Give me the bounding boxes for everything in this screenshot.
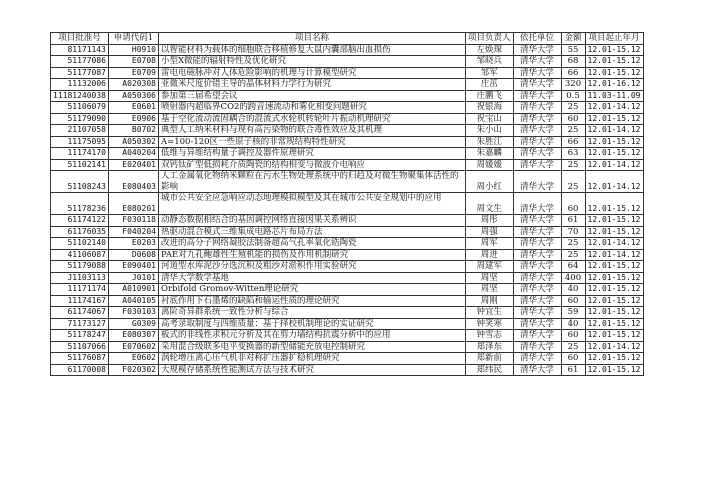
cell-project-leader: 钟雪志	[465, 330, 513, 342]
table-row	[51, 125, 644, 137]
cell-approval-number: 71173127	[51, 318, 109, 330]
cell-amount: 0.5	[561, 90, 585, 102]
table-row	[51, 79, 644, 91]
cell-project-name: 亚微米尺度价错主导的晶体材料力学行为研究	[158, 79, 465, 91]
cell-project-leader: 周强	[465, 226, 513, 238]
cell-institution: 清华大学	[513, 295, 561, 307]
cell-project-leader: 周彤	[465, 215, 513, 227]
cell-approval-number: 51177086	[51, 56, 109, 68]
cell-amount: 40	[561, 318, 585, 330]
cell-project-name: 热驱动混合模式三维集成电路芯片布局方法	[158, 226, 465, 238]
cell-project-leader: 钟宜生	[465, 307, 513, 319]
cell-period: 12.01-15.12	[585, 307, 643, 319]
cell-application-code: E020401	[108, 159, 158, 171]
table-row	[51, 272, 644, 284]
header-period: 项目起止年月	[585, 33, 643, 45]
table-row	[51, 44, 644, 56]
table-row	[51, 249, 644, 261]
cell-project-name: 小型X微能的辐射特性及优化研究	[158, 56, 465, 68]
cell-period: 12.01-15.12	[585, 364, 643, 376]
cell-period: 12.01-14.12	[585, 341, 643, 353]
cell-project-leader: 周建军	[465, 261, 513, 273]
cell-amount: 25	[561, 102, 585, 114]
cell-project-name: 河道型水库泥沙分选沉积及粗沙对淤积作用实验研究	[158, 261, 465, 273]
cell-institution: 清华大学	[513, 193, 561, 215]
cell-period: 12.01-15.12	[585, 215, 643, 227]
cell-application-code: E0601	[108, 102, 158, 114]
header-institution: 依托单位	[513, 33, 561, 45]
header-project-leader: 项目负责人	[465, 33, 513, 45]
cell-project-name: PAE对九孔鲍雄性生殖机能的损伤及作用机制研究	[158, 249, 465, 261]
table-row	[51, 67, 644, 79]
cell-project-name: 雷电电磁脉冲对人体危险影响的机理与计算模型研究	[158, 67, 465, 79]
cell-institution: 清华大学	[513, 341, 561, 353]
cell-period: 12.01-15.12	[585, 295, 643, 307]
cell-project-name: 典型人工纳米材料与现有高污染物的联合毒性效应及其机理	[158, 125, 465, 137]
cell-application-code: E090401	[108, 261, 158, 273]
table-row	[51, 295, 644, 307]
cell-project-name: 低维与异维结构量子调控及器件原理研究	[158, 148, 465, 160]
cell-application-code: J0101	[108, 272, 158, 284]
header-amount: 金额	[561, 33, 585, 45]
cell-period: 12.01-15.12	[585, 67, 643, 79]
cell-period: 12.01-14.12	[585, 249, 643, 261]
cell-project-name: 采用混合级联多电平变换器的新型储能充放电控制研究	[158, 341, 465, 353]
cell-project-leader: 钟笑寒	[465, 318, 513, 330]
cell-project-name: 清华大学数学基地	[158, 272, 465, 284]
cell-institution: 清华大学	[513, 284, 561, 296]
cell-period: 12.01-15.12	[585, 226, 643, 238]
cell-application-code: B0702	[108, 125, 158, 137]
cell-application-code: A020308	[108, 79, 158, 91]
cell-project-name: 衬底作用下石墨烯的缺陷和输运性质的理论研究	[158, 295, 465, 307]
cell-approval-number: 51102141	[51, 159, 109, 171]
cell-approval-number: 21107058	[51, 125, 109, 137]
cell-period: 12.01-14.12	[585, 171, 643, 193]
cell-amount: 55	[561, 44, 585, 56]
cell-amount: 70	[561, 226, 585, 238]
cell-amount: 60	[561, 330, 585, 342]
cell-project-leader: 郑纬民	[465, 364, 513, 376]
cell-amount: 59	[561, 307, 585, 319]
cell-approval-number: 51176087	[51, 353, 109, 365]
table-row	[51, 318, 644, 330]
cell-approval-number: 61174067	[51, 307, 109, 319]
cell-project-name: 喷射器内超临界CO2的跨音速流动和雾化相变问题研究	[158, 102, 465, 114]
cell-project-leader: 庄茁	[465, 79, 513, 91]
cell-application-code: F040204	[108, 226, 158, 238]
cell-institution: 清华大学	[513, 90, 561, 102]
cell-institution: 清华大学	[513, 148, 561, 160]
cell-application-code: D0608	[108, 249, 158, 261]
cell-amount: 320	[561, 79, 585, 91]
cell-project-leader: 周媛媛	[465, 159, 513, 171]
header-row	[51, 33, 644, 45]
cell-approval-number: 11132006	[51, 79, 109, 91]
cell-project-leader: 周坚	[465, 272, 513, 284]
cell-project-leader: 朱嘉麟	[465, 148, 513, 160]
cell-institution: 清华大学	[513, 171, 561, 193]
cell-amount: 60	[561, 113, 585, 125]
cell-project-leader: 朱小山	[465, 125, 513, 137]
cell-project-leader: 郑泽东	[465, 341, 513, 353]
cell-institution: 清华大学	[513, 261, 561, 273]
table-row	[51, 307, 644, 319]
cell-project-leader: 周军	[465, 238, 513, 250]
cell-period: 12.01-14.12	[585, 102, 643, 114]
cell-period: 12.01-15.12	[585, 284, 643, 296]
cell-institution: 清华大学	[513, 215, 561, 227]
cell-application-code: A050302	[108, 136, 158, 148]
cell-application-code: E0203	[108, 238, 158, 250]
cell-application-code: H0910	[108, 44, 158, 56]
cell-application-code: E0906	[108, 113, 158, 125]
cell-approval-number: 51106079	[51, 102, 109, 114]
cell-amount: 64	[561, 261, 585, 273]
cell-amount: 60	[561, 295, 585, 307]
table-row	[51, 148, 644, 160]
cell-approval-number: 61170008	[51, 364, 109, 376]
cell-application-code: E080201	[108, 193, 158, 215]
cell-amount: 400	[561, 272, 585, 284]
cell-institution: 清华大学	[513, 79, 561, 91]
cell-project-leader: 祝银海	[465, 102, 513, 114]
cell-project-name: 以智能材料为载体的细胞联合移植修复大鼠内囊部脑出血损伤	[158, 44, 465, 56]
cell-approval-number: 51102140	[51, 238, 109, 250]
cell-approval-number: 61176035	[51, 226, 109, 238]
cell-project-name: 大规模存储系统性能测试方法与技术研究	[158, 364, 465, 376]
cell-amount: 63	[561, 148, 585, 160]
cell-amount: 66	[561, 136, 585, 148]
cell-amount: 61	[561, 215, 585, 227]
cell-project-name: 双钙钛矿型低损耗介质陶瓷的结构相变与微波介电响应	[158, 159, 465, 171]
cell-approval-number: 51179088	[51, 261, 109, 273]
cell-approval-number: 41106087	[51, 249, 109, 261]
cell-project-name: 改进的高分子网络凝胶法制备超高气孔率氧化锆陶瓷	[158, 238, 465, 250]
table-row	[51, 353, 644, 365]
cell-project-name: 人工金属氧化物纳米颗粒在污水生物处理系统中的归趋及对微生物聚集体活性的影响	[158, 171, 465, 193]
cell-institution: 清华大学	[513, 226, 561, 238]
cell-project-leader: 祝宝山	[465, 113, 513, 125]
cell-project-name: 离阶奇异群系统一致性分析与综合	[158, 307, 465, 319]
cell-institution: 清华大学	[513, 353, 561, 365]
header-application-code: 申请代码1	[108, 33, 158, 45]
cell-institution: 清华大学	[513, 125, 561, 137]
cell-application-code: F030118	[108, 215, 158, 227]
table-row	[51, 193, 644, 215]
cell-application-code: A040105	[108, 295, 158, 307]
cell-period: 12.01-15.12	[585, 113, 643, 125]
cell-project-leader: 邹军	[465, 67, 513, 79]
cell-application-code: A050306	[108, 90, 158, 102]
cell-period: 12.01-14.12	[585, 159, 643, 171]
cell-institution: 清华大学	[513, 56, 561, 68]
cell-period: 12.01-15.12	[585, 136, 643, 148]
cell-project-leader: 周坚	[465, 284, 513, 296]
table-row	[51, 159, 644, 171]
cell-project-name: 板式的非线性求积元分析及其在剪力墙结构抗震分析中的应用	[158, 330, 465, 342]
cell-application-code: E0709	[108, 67, 158, 79]
cell-project-name: A=100-120区一些原子核的非常规结构特性研究	[158, 136, 465, 148]
cell-project-name: 基于空化流动流固耦合的混流式水轮机转轮叶片振动机理研究	[158, 113, 465, 125]
cell-period: 12.01-15.12	[585, 318, 643, 330]
cell-project-name: 动静态数据相结合的基因调控网络直接因果关系辨识	[158, 215, 465, 227]
cell-project-leader: 左焕琛	[465, 44, 513, 56]
cell-amount: 40	[561, 284, 585, 296]
cell-amount: 60	[561, 353, 585, 365]
cell-application-code: E0708	[108, 56, 158, 68]
table-row	[51, 226, 644, 238]
table-row	[51, 113, 644, 125]
cell-approval-number: 11171174	[51, 284, 109, 296]
cell-application-code: E080307	[108, 330, 158, 342]
cell-period: 12.01-14.12	[585, 125, 643, 137]
cell-approval-number: 51177087	[51, 67, 109, 79]
cell-application-code: G0309	[108, 318, 158, 330]
cell-period: 12.01-15.12	[585, 148, 643, 160]
cell-institution: 清华大学	[513, 318, 561, 330]
cell-approval-number: 51178236	[51, 193, 109, 215]
cell-institution: 清华大学	[513, 44, 561, 56]
cell-application-code: F030103	[108, 307, 158, 319]
cell-amount: 60	[561, 193, 585, 215]
cell-period: 12.01-15.12	[585, 330, 643, 342]
cell-institution: 清华大学	[513, 113, 561, 125]
table-row	[51, 261, 644, 273]
cell-institution: 清华大学	[513, 272, 561, 284]
cell-period: 12.01-15.12	[585, 353, 643, 365]
cell-project-leader: 周刚	[465, 295, 513, 307]
cell-approval-number: 51178247	[51, 330, 109, 342]
cell-project-leader: 郑新前	[465, 353, 513, 365]
cell-amount: 25	[561, 238, 585, 250]
table-row	[51, 56, 644, 68]
table-row	[51, 364, 644, 376]
cell-project-leader: 周小红	[465, 171, 513, 193]
cell-project-leader: 朱胜江	[465, 136, 513, 148]
cell-project-name: Orbifold Gromov-Witten理论研究	[158, 284, 465, 296]
cell-project-leader: 周文生	[465, 193, 513, 215]
cell-institution: 清华大学	[513, 330, 561, 342]
cell-approval-number: 61174122	[51, 215, 109, 227]
table-row	[51, 171, 644, 193]
header-project-name: 项目名称	[158, 33, 465, 45]
cell-approval-number: 11174170	[51, 148, 109, 160]
cell-approval-number: 51107066	[51, 341, 109, 353]
cell-approval-number: 11175095	[51, 136, 109, 148]
table-row	[51, 102, 644, 114]
cell-approval-number: J1103113	[51, 272, 109, 284]
table-row	[51, 215, 644, 227]
cell-approval-number: 11174167	[51, 295, 109, 307]
cell-amount: 61	[561, 364, 585, 376]
grant-table	[50, 32, 644, 376]
cell-institution: 清华大学	[513, 364, 561, 376]
cell-amount: 25	[561, 171, 585, 193]
cell-application-code: F020302	[108, 364, 158, 376]
cell-project-name: 高考录取制度与四维质量：基于择校机制理论的实证研究	[158, 318, 465, 330]
table-row	[51, 284, 644, 296]
cell-amount: 25	[561, 341, 585, 353]
cell-project-leader: 周进	[465, 249, 513, 261]
cell-application-code: A010901	[108, 284, 158, 296]
table-row	[51, 90, 644, 102]
cell-institution: 清华大学	[513, 159, 561, 171]
cell-period: 12.01-15.12	[585, 44, 643, 56]
cell-institution: 清华大学	[513, 136, 561, 148]
table-row	[51, 330, 644, 342]
cell-amount: 66	[561, 67, 585, 79]
cell-amount: 25	[561, 249, 585, 261]
cell-application-code: E0602	[108, 353, 158, 365]
table-row	[51, 341, 644, 353]
cell-approval-number: 11181240038	[51, 90, 109, 102]
cell-institution: 清华大学	[513, 102, 561, 114]
cell-institution: 清华大学	[513, 238, 561, 250]
cell-period: 12.01-15.12	[585, 193, 643, 215]
cell-project-name: 参加第三届希望会议	[158, 90, 465, 102]
table-row	[51, 136, 644, 148]
cell-approval-number: 81171143	[51, 44, 109, 56]
cell-amount: 25	[561, 159, 585, 171]
cell-period: 12.01-14.12	[585, 238, 643, 250]
cell-project-name: 涡轮增压离心压气机非对称扩压器扩稳机理研究	[158, 353, 465, 365]
cell-institution: 清华大学	[513, 307, 561, 319]
header-approval-number: 项目批准号	[51, 33, 109, 45]
cell-amount: 68	[561, 56, 585, 68]
cell-approval-number: 51179090	[51, 113, 109, 125]
table-body	[51, 44, 644, 376]
cell-institution: 清华大学	[513, 67, 561, 79]
cell-approval-number: 51108243	[51, 171, 109, 193]
cell-application-code: A040204	[108, 148, 158, 160]
cell-application-code: E070602	[108, 341, 158, 353]
cell-period: 12.01-15.12	[585, 261, 643, 273]
cell-project-leader: 邹晓兵	[465, 56, 513, 68]
table-row	[51, 238, 644, 250]
cell-application-code: E080403	[108, 171, 158, 193]
cell-amount: 25	[561, 125, 585, 137]
cell-period: 12.01-15.12	[585, 272, 643, 284]
cell-period: 11.03-11.09	[585, 90, 643, 102]
cell-period: 12.01-15.12	[585, 56, 643, 68]
cell-project-name: 城市公共安全应急响应动态地理模拟模型及其在城市公共安全规划中的应用	[158, 193, 465, 215]
cell-institution: 清华大学	[513, 249, 561, 261]
cell-project-leader: 庄鹏飞	[465, 90, 513, 102]
cell-period: 12.01-16.12	[585, 79, 643, 91]
